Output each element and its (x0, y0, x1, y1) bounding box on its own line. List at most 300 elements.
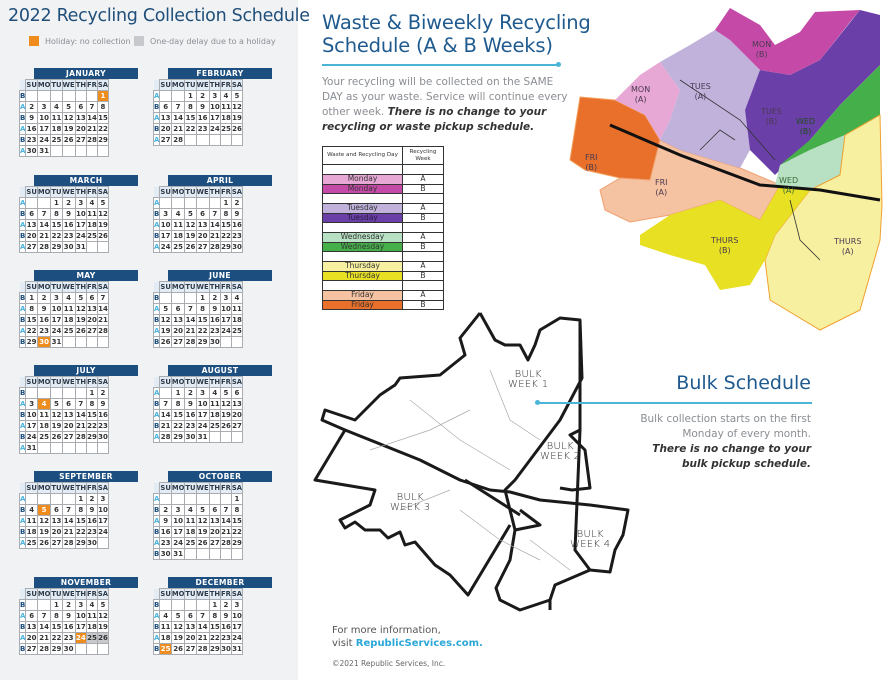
week-letter: A (20, 221, 26, 229)
day-cell: 11 (173, 221, 183, 229)
day-cell (26, 494, 37, 505)
week-letter: A (20, 103, 26, 111)
day-cell: 8 (87, 399, 98, 410)
day-cell (37, 494, 51, 505)
day-of-week-header: MO (171, 378, 185, 386)
day-of-week-header: SA (97, 81, 109, 89)
day-cell (62, 91, 75, 102)
day-cell: 4 (87, 198, 98, 209)
day-cell: 6 (209, 505, 220, 516)
day-cell: 26 (98, 232, 108, 240)
day-cell: 14 (39, 221, 49, 229)
day-cell: 2 (185, 388, 196, 399)
day-cell: 28 (75, 433, 86, 441)
week-row (154, 432, 243, 443)
week-letter: B (20, 645, 26, 653)
day-cell: 2 (160, 505, 171, 516)
day-of-week-header: TH (75, 590, 87, 598)
day-of-week-header: MO (37, 81, 51, 89)
day-cell: 2 (37, 293, 51, 304)
day-cell: 5 (196, 505, 209, 516)
day-cell: 5 (62, 102, 75, 113)
month-header: JUNE (168, 270, 272, 281)
day-of-week-header: MO (171, 188, 185, 196)
month-header: NOVEMBER (34, 577, 138, 588)
day-cell: 22 (87, 422, 97, 430)
day-cell: 13 (197, 221, 208, 229)
day-cell: 15 (26, 316, 37, 324)
week-letter: A (154, 199, 160, 207)
month-header: JANUARY (34, 68, 138, 79)
day-cell: 17 (197, 411, 208, 419)
day-cell: 22 (51, 232, 62, 240)
day-cell: 23 (197, 125, 208, 133)
day-cell: 2 (196, 91, 209, 102)
day-cell: 11 (39, 411, 49, 419)
day-cell: 25 (51, 136, 62, 144)
day-cell: 4 (221, 91, 232, 102)
week-letter: B (154, 601, 160, 609)
day-cell (231, 549, 242, 560)
day-cell: 9 (231, 209, 242, 220)
day-cell: 27 (209, 539, 220, 547)
day-cell: 25 (87, 232, 97, 240)
month-grid (153, 79, 243, 146)
day-cell (37, 91, 51, 102)
week-row (20, 644, 109, 655)
day-cell: 30 (185, 433, 196, 441)
day-cell: 14 (173, 114, 183, 122)
bulk-description (640, 412, 811, 472)
week-letter: B (20, 411, 26, 419)
week-row (20, 527, 109, 538)
week-letter: A (154, 389, 160, 397)
day-cell: 27 (160, 136, 171, 144)
spacer (403, 223, 444, 233)
legend-week: B (403, 184, 444, 194)
legend-row (323, 242, 444, 252)
day-cell: 20 (185, 634, 196, 642)
week-letter: A (20, 147, 26, 155)
day-cell: 16 (39, 316, 49, 324)
day-cell: 10 (209, 103, 220, 111)
day-cell (37, 600, 51, 611)
day-of-week-header: FR (221, 283, 231, 291)
week-letter: A (154, 221, 160, 229)
day-of-week-header: TU (51, 283, 62, 291)
day-cell: 13 (63, 411, 74, 419)
legend-day: Wednesday (323, 233, 403, 243)
week-letter: B (20, 506, 26, 514)
day-cell: 12 (75, 305, 86, 313)
legend-header-day: Waste and Recycling Day (323, 147, 403, 165)
day-of-week-header: TU (185, 81, 196, 89)
month-grid (19, 482, 109, 549)
month-header: APRIL (168, 175, 272, 186)
day-cell: 21 (185, 327, 196, 335)
day-cell: 26 (221, 422, 231, 430)
day-cell (209, 494, 220, 505)
week-letter: A (154, 539, 160, 547)
day-cell: 20 (26, 232, 37, 240)
day-cell: 31 (232, 645, 242, 653)
day-cell: 30 (39, 338, 49, 346)
day-cell: 16 (160, 528, 171, 536)
week-letter: A (20, 634, 26, 642)
day-cell: 29 (26, 338, 37, 346)
day-cell (221, 135, 232, 146)
week-letter: B (154, 422, 160, 430)
legend-day: Tuesday (323, 204, 403, 214)
day-cell: 12 (185, 221, 196, 229)
day-cell: 7 (62, 505, 75, 516)
week-letter: A (20, 422, 26, 430)
map-label-thurs-b: THURS (B) (711, 236, 739, 255)
spacer (323, 252, 403, 262)
legend-delay (134, 36, 276, 46)
day-cell: 10 (173, 517, 183, 525)
day-cell: 18 (185, 528, 196, 536)
day-cell: 1 (231, 494, 242, 505)
republic-services-link[interactable]: RepublicServices.com (355, 637, 480, 649)
day-cell: 9 (209, 304, 220, 315)
day-cell: 23 (63, 232, 74, 240)
waste-pointer-dot (556, 62, 561, 67)
day-cell: 18 (232, 316, 242, 324)
day-of-week-header: SA (97, 188, 109, 196)
week-row (154, 113, 243, 124)
day-cell (62, 388, 75, 399)
day-cell: 7 (87, 102, 98, 113)
day-cell: 7 (37, 209, 51, 220)
week-row (154, 527, 243, 538)
day-cell: 29 (209, 645, 220, 653)
waste-divider (322, 64, 558, 66)
day-cell: 9 (26, 113, 37, 124)
footer-visit: visit (332, 637, 356, 649)
week-row (20, 326, 109, 337)
day-cell: 24 (51, 327, 62, 335)
day-cell: 8 (75, 505, 86, 516)
day-cell: 27 (75, 136, 86, 144)
day-cell: 15 (75, 517, 86, 525)
week-row (154, 91, 243, 102)
day-cell: 30 (209, 338, 220, 346)
legend-week: A (403, 262, 444, 272)
day-of-week-header: TH (209, 590, 221, 598)
day-cell: 1 (196, 293, 209, 304)
spacer (403, 165, 444, 175)
day-of-week-header: WE (62, 81, 75, 89)
legend-row (323, 213, 444, 223)
day-cell: 20 (63, 422, 74, 430)
day-cell: 5 (51, 399, 62, 410)
day-cell: 14 (185, 316, 196, 324)
day-cell (75, 91, 86, 102)
week-letter: A (154, 136, 160, 144)
week-row (20, 538, 109, 549)
day-cell: 10 (197, 400, 208, 408)
legend-row (323, 175, 444, 185)
day-cell: 23 (26, 136, 37, 144)
day-of-week-header: TU (185, 283, 196, 291)
day-of-week-header: MO (37, 590, 51, 598)
day-cell: 8 (196, 304, 209, 315)
day-cell: 28 (221, 539, 231, 547)
day-cell (185, 549, 196, 560)
page-title: 2022 Recycling Collection Schedule (8, 6, 310, 26)
week-row (154, 198, 243, 209)
day-cell (221, 337, 232, 348)
day-cell: 21 (39, 634, 49, 642)
week-letter: B (20, 114, 26, 122)
day-cell: 5 (185, 209, 196, 220)
day-cell: 3 (196, 388, 209, 399)
day-cell (196, 600, 209, 611)
day-cell: 15 (232, 517, 242, 525)
day-cell: 8 (97, 102, 108, 113)
waste-title-line2: Schedule (A & B Weeks) (322, 34, 553, 57)
day-cell: 6 (26, 209, 37, 220)
legend-row (323, 271, 444, 281)
day-cell: 26 (185, 243, 196, 251)
month-header: MAY (34, 270, 138, 281)
bulk-divider (538, 402, 812, 404)
legend-week: A (403, 233, 444, 243)
day-cell: 20 (87, 316, 97, 324)
day-cell (62, 146, 75, 157)
legend-day: Wednesday (323, 242, 403, 252)
day-cell (51, 146, 62, 157)
week-letter: A (20, 495, 26, 503)
day-of-week-header: FR (87, 484, 97, 492)
legend-row (323, 262, 444, 272)
day-cell: 12 (63, 114, 74, 122)
day-cell: 15 (87, 411, 97, 419)
day-cell: 15 (209, 623, 220, 631)
day-cell: 2 (231, 198, 242, 209)
day-cell: 4 (231, 293, 242, 304)
day-cell: 12 (98, 612, 108, 620)
month-header: MARCH (34, 175, 138, 186)
waste-title-line1: Waste & Biweekly Recycling (322, 11, 591, 34)
day-cell: 22 (221, 232, 231, 240)
week-row (154, 399, 243, 410)
day-cell: 18 (63, 316, 74, 324)
day-cell: 14 (197, 623, 208, 631)
week-letter: A (154, 327, 160, 335)
day-cell: 29 (51, 645, 62, 653)
week-letter: A (154, 517, 160, 525)
week-letter: A (20, 327, 26, 335)
day-cell: 6 (51, 505, 62, 516)
day-cell: 23 (39, 327, 49, 335)
day-cell: 18 (221, 114, 231, 122)
week-letter: B (20, 601, 26, 609)
week-letter: A (154, 634, 160, 642)
day-cell: 30 (98, 433, 108, 441)
spacer (323, 194, 403, 204)
week-row (20, 611, 109, 622)
week-letter: A (20, 612, 26, 620)
day-cell: 15 (197, 316, 208, 324)
day-cell: 12 (232, 103, 242, 111)
day-of-week-header: SU (160, 188, 171, 196)
day-cell: 7 (171, 102, 185, 113)
day-cell: 9 (87, 505, 98, 516)
day-cell: 4 (62, 293, 75, 304)
week-letter: B (154, 528, 160, 536)
day-cell: 23 (98, 422, 108, 430)
day-cell: 4 (26, 505, 37, 516)
day-cell: 31 (197, 433, 208, 441)
day-cell: 31 (173, 550, 183, 558)
day-of-week-header: TU (51, 188, 62, 196)
day-cell: 3 (75, 198, 86, 209)
day-cell: 26 (39, 539, 49, 547)
week-row (154, 293, 243, 304)
day-cell (87, 146, 98, 157)
day-cell: 13 (26, 221, 37, 229)
legend-row (323, 233, 444, 243)
day-cell (196, 494, 209, 505)
week-letter: B (20, 210, 26, 218)
day-cell: 24 (197, 422, 208, 430)
day-cell (62, 494, 75, 505)
day-cell: 13 (26, 623, 37, 631)
day-cell: 19 (221, 411, 231, 419)
day-of-week-header: SU (160, 590, 171, 598)
day-of-week-header: TH (209, 378, 221, 386)
day-cell: 7 (97, 293, 108, 304)
day-of-week-header: MO (37, 484, 51, 492)
spacer (403, 194, 444, 204)
day-cell: 28 (197, 645, 208, 653)
day-cell: 10 (39, 114, 49, 122)
day-of-week-header: FR (221, 188, 231, 196)
day-cell: 6 (231, 388, 242, 399)
day-cell: 8 (221, 209, 232, 220)
week-row (20, 516, 109, 527)
day-cell (37, 443, 51, 454)
day-cell: 20 (232, 411, 242, 419)
week-row (154, 304, 243, 315)
day-cell: 9 (62, 209, 75, 220)
day-cell: 5 (160, 304, 171, 315)
day-cell: 29 (173, 433, 183, 441)
day-of-week-header: MO (171, 81, 185, 89)
legend-delay-label: One-day delay due to a holiday (150, 36, 276, 46)
day-cell: 24 (232, 634, 242, 642)
week-letter: B (154, 103, 160, 111)
day-cell: 18 (160, 634, 171, 642)
month-header: SEPTEMBER (34, 471, 138, 482)
day-cell: 17 (75, 623, 86, 631)
week-row (154, 516, 243, 527)
day-cell: 4 (37, 399, 51, 410)
day-cell (97, 242, 108, 253)
day-cell (171, 293, 185, 304)
day-cell: 21 (160, 422, 171, 430)
week-row (154, 549, 243, 560)
day-of-week-header: WE (62, 283, 75, 291)
day-cell: 25 (209, 422, 220, 430)
day-cell (185, 600, 196, 611)
day-cell: 30 (63, 243, 74, 251)
day-cell: 23 (63, 634, 74, 642)
week-row (154, 326, 243, 337)
day-cell: 5 (221, 388, 232, 399)
day-cell: 5 (97, 600, 108, 611)
day-cell: 5 (97, 198, 108, 209)
day-cell: 25 (39, 433, 49, 441)
day-cell: 2 (62, 600, 75, 611)
day-cell: 15 (98, 114, 108, 122)
day-cell: 16 (185, 411, 196, 419)
day-cell: 21 (209, 232, 220, 240)
day-cell (231, 337, 242, 348)
day-cell: 31 (26, 444, 37, 452)
month-grid (153, 482, 243, 560)
day-cell (37, 198, 51, 209)
week-letter: B (154, 645, 160, 653)
day-of-week-header: SA (97, 590, 109, 598)
map-label-thurs-a: THURS (A) (834, 237, 862, 256)
day-cell: 29 (221, 243, 231, 251)
week-row (20, 198, 109, 209)
week-row (20, 432, 109, 443)
day-cell: 27 (232, 422, 242, 430)
week-row (154, 538, 243, 549)
calendar-panel (0, 0, 310, 680)
day-cell: 7 (160, 399, 171, 410)
waste-description (322, 75, 577, 135)
day-cell: 21 (221, 528, 231, 536)
day-cell: 3 (51, 293, 62, 304)
day-cell: 20 (173, 327, 183, 335)
day-of-week-header: WE (196, 590, 209, 598)
day-of-week-header: SA (231, 378, 243, 386)
day-cell: 26 (197, 539, 208, 547)
day-cell: 5 (75, 293, 86, 304)
day-of-week-header: TH (209, 188, 221, 196)
day-cell (221, 432, 232, 443)
day-cell: 29 (197, 338, 208, 346)
week-letter: A (154, 114, 160, 122)
day-of-week-header: TH (75, 188, 87, 196)
day-of-week-header: TU (185, 590, 196, 598)
week-letter: B (20, 389, 26, 397)
week-row (154, 421, 243, 432)
day-of-week-header: MO (37, 283, 51, 291)
day-cell: 20 (209, 528, 220, 536)
day-cell: 11 (87, 210, 97, 218)
day-cell: 7 (75, 399, 86, 410)
week-row (154, 633, 243, 644)
day-cell: 8 (51, 209, 62, 220)
day-of-week-header: TH (75, 378, 87, 386)
day-cell: 20 (75, 125, 86, 133)
day-cell: 30 (26, 147, 37, 155)
day-of-week-header: WE (62, 484, 75, 492)
day-cell: 10 (98, 506, 108, 514)
day-cell: 26 (63, 136, 74, 144)
week-letter: A (20, 400, 26, 408)
legend-day: Friday (323, 291, 403, 301)
week-letter: A (20, 125, 26, 133)
day-cell: 4 (160, 611, 171, 622)
day-cell (185, 293, 196, 304)
